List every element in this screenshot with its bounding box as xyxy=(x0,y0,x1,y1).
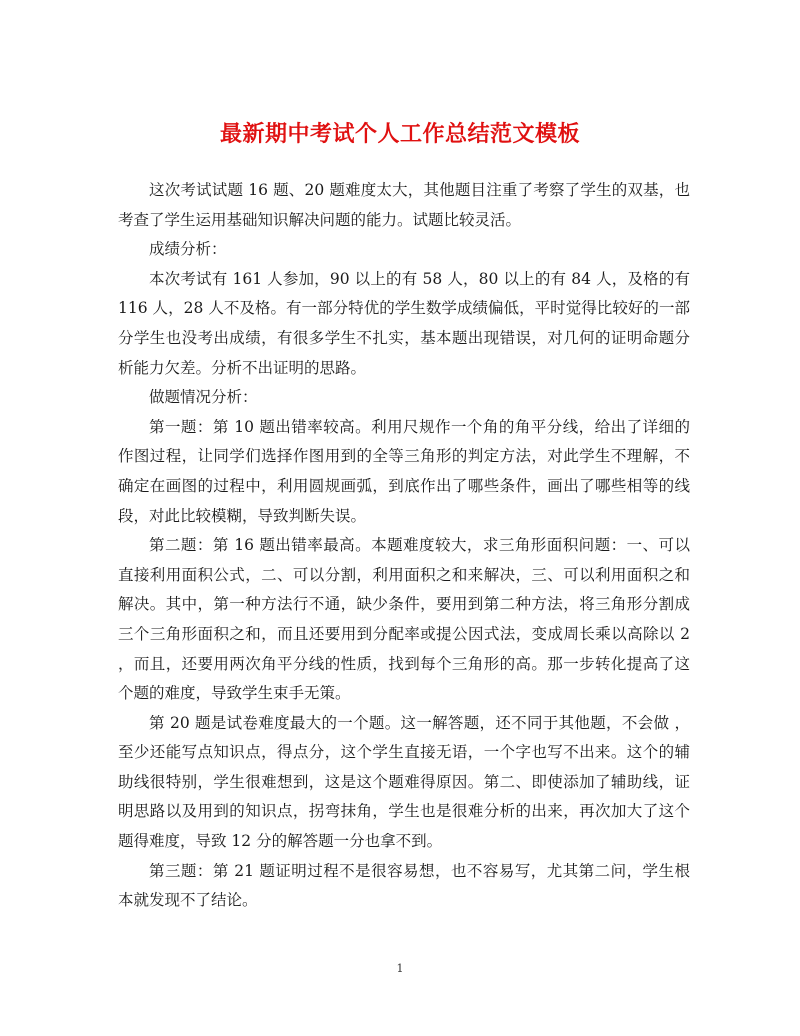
paragraph-question-twenty: 第 20 题是试卷难度最大的一个题。这一解答题，还不同于其他题，不会做 ，至少还能写点知识点，得点分，这个学生直接无语，一个字也写不出来。这个的辅助线很特别，学生很难想到，这是这个题难得原因。第二、即使添加了辅助线，证明思路以及用到的知识点，拐弯抹角，学生也是很难分析的出来，再次加大了这个题得难度，导致 12 分的解答题一分也拿不到。 xyxy=(118,713,690,851)
paragraph-question-three: 第三题：第 21 题证明过程不是很容易想，也不容易写，尤其第二问，学生根本就发现不了结论。 xyxy=(118,861,690,910)
page-number: 1 xyxy=(396,962,404,975)
document-title: 最新期中考试个人工作总结范文模板 xyxy=(219,120,580,147)
paragraph-question-one: 第一题：第 10 题出错率较高。利用尺规作一个角的角平分线，给出了详细的作图过程，让同学们选择作图用到的全等三角形的判定方法，对此学生不理解，不确定在画图的过程中，利用圆规画弧，到底作出了哪些条件，画出了哪些相等的线段，对此比较模糊，导致判断失误。 xyxy=(118,417,690,525)
paragraph-intro: 这次考试试题 16 题、20 题难度太大，其他题目注重了考察了学生的双基，也考查了学生运用基础知识解决问题的能力。试题比较灵活。 xyxy=(118,181,690,229)
heading-score-analysis: 成绩分析： xyxy=(149,240,227,259)
paragraph-question-two: 第二题：第 16 题出错率最高。本题难度较大，求三角形面积问题：一、可以直接利用面积公式，二、可以分割，利用面积之和来解决，三、可以利用面积之和解决。其中，第一种方法行不通，缺少条件，要用到第二种方法，将三角形分割成三个三角形面积之和，而且还要用到分配率或提公因式法，变成周长乘以高除以 2 ，而且，还要用两次角平分线的性质，找到每个三角形的高。那一步转化提高了这个题的难度，导致学生束手无策。 xyxy=(118,536,690,703)
paragraph-score-analysis: 本次考试有 161 人参加，90 以上的有 58 人，80 以上的有 84 人，及格的有 116 人，28 人不及格。有一部分特优的学生数学成绩偏低，平时觉得比较好的一部分学生也没考出成绩，有很多学生不扎实，基本题出现错误，对几何的证明命题分析能力欠差。分析不出证明的思路。 xyxy=(118,269,690,377)
heading-question-analysis: 做题情况分析： xyxy=(149,388,258,407)
document-body xyxy=(118,176,690,916)
